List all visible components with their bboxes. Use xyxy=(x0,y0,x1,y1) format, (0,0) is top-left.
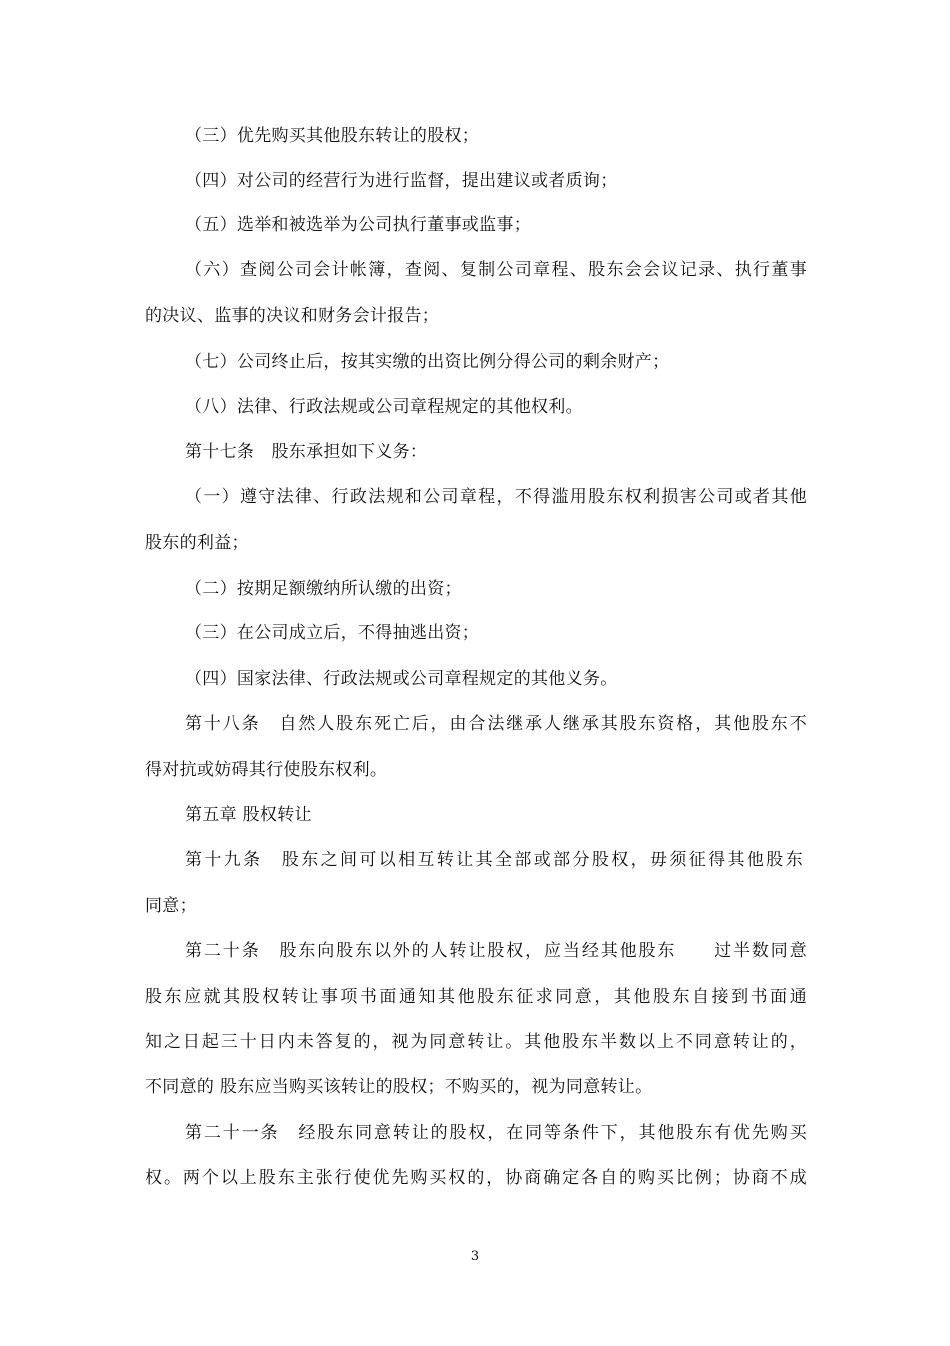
text-line: 第二十一条 经股东同意转让的股权，在同等条件下，其他股东有优先购买 xyxy=(185,1123,807,1143)
text-line: 第十七条 股东承担如下义务： xyxy=(185,442,428,462)
text-line: （二）按期足额缴纳所认缴的出资； xyxy=(185,579,462,599)
text-line: （四）国家法律、行政法规或公司章程规定的其他义务。 xyxy=(185,669,618,689)
text-line: 第十九条 股东之间可以相互转让其全部或部分股权，毋须征得其他股东 xyxy=(185,850,803,870)
text-line: （五）选举和被选举为公司执行董事或监事； xyxy=(185,215,531,235)
text-line: 的决议、监事的决议和财务会计报告； xyxy=(145,306,440,326)
text-line: 第十八条 自然人股东死亡后，由合法继承人继承其股东资格，其他股东不 xyxy=(185,714,807,734)
text-line: （四）对公司的经营行为进行监督，提出建议或者质询； xyxy=(185,171,618,191)
text-line: 不同意的 股东应当购买该转让的股权；不购买的，视为同意转让。 xyxy=(145,1077,653,1097)
text-line: （一）遵守法律、行政法规和公司章程，不得滥用股东权利损害公司或者其他 xyxy=(185,487,807,507)
text-line: 知之日起三十日内未答复的，视为同意转让。其他股东半数以上不同意转让的， xyxy=(145,1032,807,1052)
text-line: 同意； xyxy=(145,896,197,916)
text-line: （七）公司终止后，按其实缴的出资比例分得公司的剩余财产； xyxy=(185,352,670,372)
section-heading: 第五章 股权转让 xyxy=(185,805,312,825)
text-line: 股东的利益； xyxy=(145,533,249,553)
text-line: 得对抗或妨碍其行使股东权利。 xyxy=(145,760,388,780)
text-line: 股东应就其股权转让事项书面通知其他股东征求同意，其他股东自接到书面通 xyxy=(145,987,807,1007)
text-line: （三）优先购买其他股东转让的股权； xyxy=(185,126,480,146)
page-number: 3 xyxy=(470,1249,480,1264)
text-line: （八）法律、行政法规或公司章程规定的其他权利。 xyxy=(185,397,583,417)
text-line: （六）查阅公司会计帐簿，查阅、复制公司章程、股东会会议记录、执行董事 xyxy=(185,260,807,280)
text-line: （三）在公司成立后，不得抽逃出资； xyxy=(185,623,480,643)
text-line: 权。两个以上股东主张行使优先购买权的，协商确定各自的购买比例；协商不成 xyxy=(145,1168,807,1188)
text-line: 第二十条 股东向股东以外的人转让股权，应当经其他股东 过半数同意 xyxy=(185,941,807,961)
